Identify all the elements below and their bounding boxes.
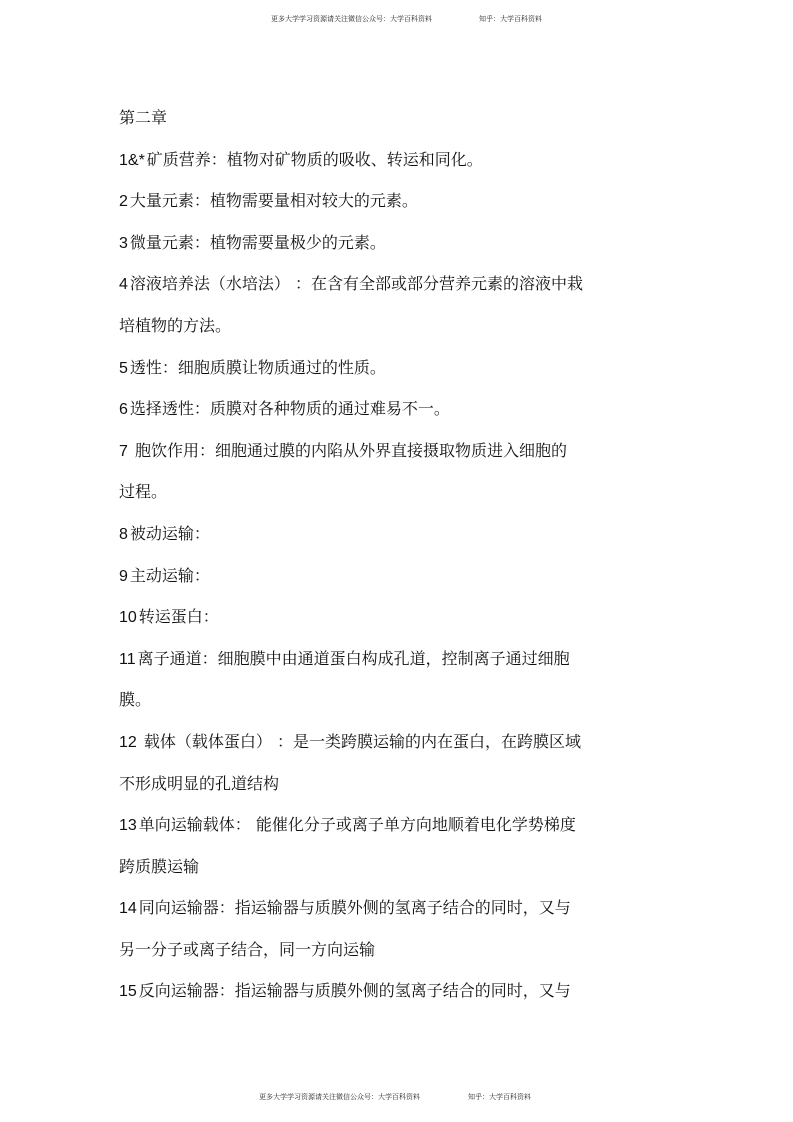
item-number: 9: [119, 567, 128, 585]
item-number: 6: [119, 401, 128, 419]
item-text: 矿质营养：植物对矿物质的吸收、转运和同化。: [146, 149, 483, 169]
definition-line: [119, 562, 679, 604]
item-number: 11: [119, 650, 136, 668]
item-number: 7: [119, 442, 128, 460]
item-number: 14: [119, 900, 137, 918]
item-text: 同向运输器：指运输器与质膜外侧的氢离子结合的同时，又与: [138, 898, 571, 918]
definition-line: [119, 395, 679, 437]
definition-line: [119, 894, 679, 936]
definition-line: [119, 811, 679, 853]
definition-line: [119, 520, 679, 562]
definition-line: [119, 645, 679, 687]
footer-promo-text: 更多大学学习资源请关注微信公众号：大学百科资料: [259, 1093, 420, 1101]
definition-line: [119, 728, 679, 770]
definition-line: [119, 603, 679, 645]
item-number: 12: [119, 733, 137, 751]
item-text: 反向运输器：指运输器与质膜外侧的氢离子结合的同时，又与: [138, 981, 571, 1001]
item-text: 载体（载体蛋白） ：是一类跨膜运输的内在蛋白，在跨膜区域: [138, 731, 581, 751]
item-text: 大量元素：植物需要量相对较大的元素。: [129, 191, 418, 211]
item-text: 被动运输：: [129, 523, 210, 543]
item-text: 溶液培养法（水培法） ：在含有全部或部分营养元素的溶液中栽: [129, 274, 583, 294]
definition-line: [119, 770, 679, 812]
definition-line: [119, 270, 679, 312]
definition-line: [119, 354, 679, 396]
definition-line: [119, 146, 679, 188]
header-promo-text: 更多大学学习资源请关注微信公众号：大学百科资料: [271, 15, 432, 23]
item-text: 转运蛋白：: [138, 607, 219, 627]
item-text: 微量元素：植物需要量极少的元素。: [129, 232, 386, 252]
item-text: 培植物的方法。: [119, 315, 232, 335]
footer-zhihu-text: 知乎：大学百科资料: [468, 1093, 531, 1101]
item-text: 单向运输载体： 能催化分子或离子单方向地顺着电化学势梯度: [138, 815, 576, 835]
item-text: 不形成明显的孔道结构: [119, 773, 280, 793]
item-number: 15: [119, 983, 137, 1001]
item-text: 另一分子或离子结合，同一方向运输: [119, 939, 376, 959]
item-text: 跨质膜运输: [119, 856, 200, 876]
item-number: 8: [119, 525, 128, 543]
definition-line: [119, 936, 679, 978]
definition-line: [119, 686, 679, 728]
item-text: 胞饮作用：细胞通过膜的内陷从外界直接摄取物质进入细胞的: [129, 440, 567, 460]
definition-line: [119, 977, 679, 1019]
definition-line: [119, 312, 679, 354]
definition-line: [119, 229, 679, 271]
header-zhihu-text: 知乎：大学百科资料: [479, 15, 542, 23]
item-text: 主动运输：: [129, 565, 210, 585]
item-text: 选择透性：质膜对各种物质的通过难易不一。: [129, 399, 450, 419]
definition-list: [119, 146, 679, 1019]
item-text: 过程。: [119, 482, 168, 502]
definition-line: [119, 853, 679, 895]
item-text: 离子通道：细胞膜中由通道蛋白构成孔道，控制离子通过细胞: [137, 648, 570, 668]
document-body: [119, 104, 679, 1019]
item-number: 3: [119, 234, 128, 252]
item-number: 2: [119, 193, 128, 211]
item-text: 膜。: [119, 690, 152, 710]
item-number: 1&*: [119, 151, 145, 169]
chapter-title: 第二章: [119, 108, 168, 127]
item-number: 13: [119, 817, 137, 835]
definition-line: [119, 437, 679, 479]
definition-line: [119, 187, 679, 229]
definition-line: [119, 478, 679, 520]
item-number: 4: [119, 276, 128, 294]
item-text: 透性：细胞质膜让物质通过的性质。: [129, 357, 386, 377]
item-number: 5: [119, 359, 128, 377]
item-number: 10: [119, 609, 137, 627]
